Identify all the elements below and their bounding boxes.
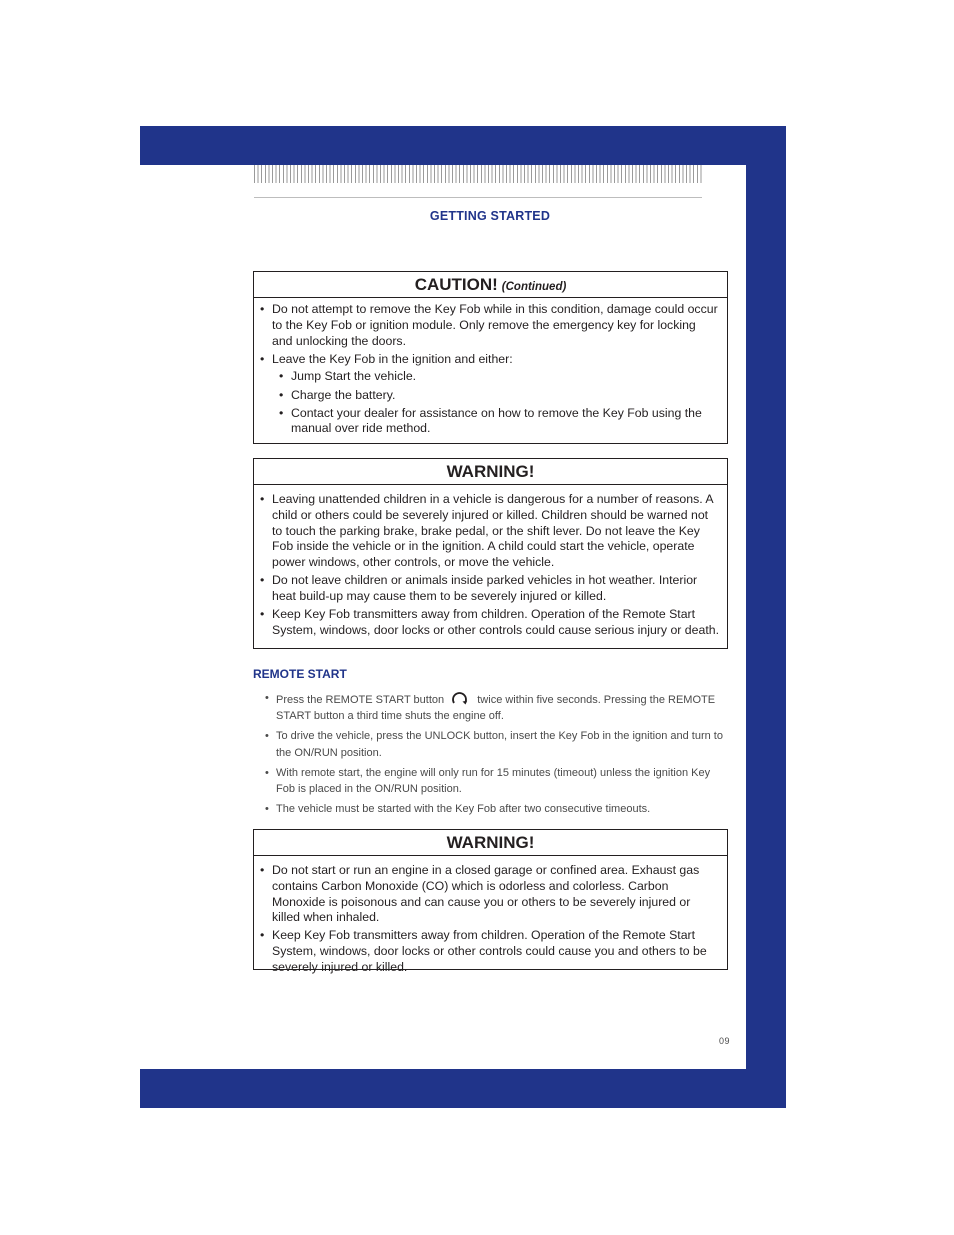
remote-start-item: • To drive the vehicle, press the UNLOCK button, insert the Key Fob in the ignition and turn to the ON/RUN position. <box>276 728 728 761</box>
caution-item: • Do not attempt to remove the Key Fob while in this condition, damage could occur to the Key Fob or ignition module. Only remove the emergency key for locking and unlocking the doors. <box>272 302 719 349</box>
caution-subitem: • Contact your dealer for assistance on how to remove the Key Fob using the manual over ride method. <box>291 406 719 438</box>
warning-box-children <box>253 458 728 649</box>
warning-title: WARNING! <box>446 833 535 852</box>
remote-start-icon <box>449 690 471 708</box>
caution-item-text: Leave the Key Fob in the ignition and either: <box>272 351 513 366</box>
warning-title: WARNING! <box>446 462 535 481</box>
remote-start-item: • With remote start, the engine will only run for 15 minutes (timeout) unless the ignition Key Fob is placed in the ON/RUN position. <box>276 765 728 798</box>
remote-start-item-text: twice within five seconds. Pressing the REMOTE START button a third time shuts the engine off. <box>276 694 716 723</box>
warning-item: • Keep Key Fob transmitters away from children. Operation of the Remote Start System, windows, door locks or other controls could cause you and others to be severely injured or killed. <box>272 928 719 975</box>
header-divider <box>254 197 702 198</box>
right-blue-band <box>746 126 786 1108</box>
warning-box-exhaust <box>253 829 728 975</box>
warning-item: • Do not start or run an engine in a closed garage or confined area. Exhaust gas contains Carbon Monoxide (CO) which is odorless and colorless. Carbon Monoxide is poisonous and can cause you or others to be severely injured or killed when inhaled. <box>272 863 719 926</box>
remote-start-item <box>276 690 728 725</box>
remote-start-heading: REMOTE START <box>253 667 347 681</box>
warning-title-bar <box>254 459 727 485</box>
caution-list <box>254 298 727 437</box>
warning-item: • Keep Key Fob transmitters away from children. Operation of the Remote Start System, windows, door locks or other controls could cause serious injury or death. <box>272 607 719 639</box>
remote-start-item-text: Press the REMOTE START button <box>276 694 445 706</box>
caution-sublist <box>272 367 719 437</box>
caution-item <box>272 352 719 438</box>
warning-item: • Leaving unattended children in a vehicle is dangerous for a number of reasons. A child or others could be severely injured or killed. Children should be warned not to touch the parking brake, brake pedal, or the shift lever. Do not leave the Key Fob inside the vehicle or in the ignition. A child could start the vehicle, operate power windows, other controls, or move the vehicle. <box>272 492 719 571</box>
remote-start-item: • The vehicle must be started with the Key Fob after two consecutive timeouts. <box>276 801 728 817</box>
caution-subitem: • Charge the battery. <box>291 388 719 404</box>
warning-list <box>254 856 727 976</box>
warning-title-bar <box>254 830 727 856</box>
caution-title-bar <box>254 272 727 298</box>
top-blue-band <box>140 126 786 165</box>
bottom-blue-band <box>140 1069 786 1108</box>
caution-continued: (Continued) <box>501 281 567 293</box>
warning-item: • Do not leave children or animals inside parked vehicles in hot weather. Interior heat build-up may cause them to be severely injured or killed. <box>272 573 719 605</box>
header-stripe-pattern <box>254 165 704 183</box>
caution-box <box>253 271 728 444</box>
section-title: GETTING STARTED <box>429 209 551 223</box>
page-number: 09 <box>718 1036 730 1046</box>
remote-start-list <box>276 690 728 821</box>
caution-title: CAUTION! <box>414 275 498 294</box>
warning-list <box>254 485 727 639</box>
caution-subitem: • Jump Start the vehicle. <box>291 369 719 385</box>
